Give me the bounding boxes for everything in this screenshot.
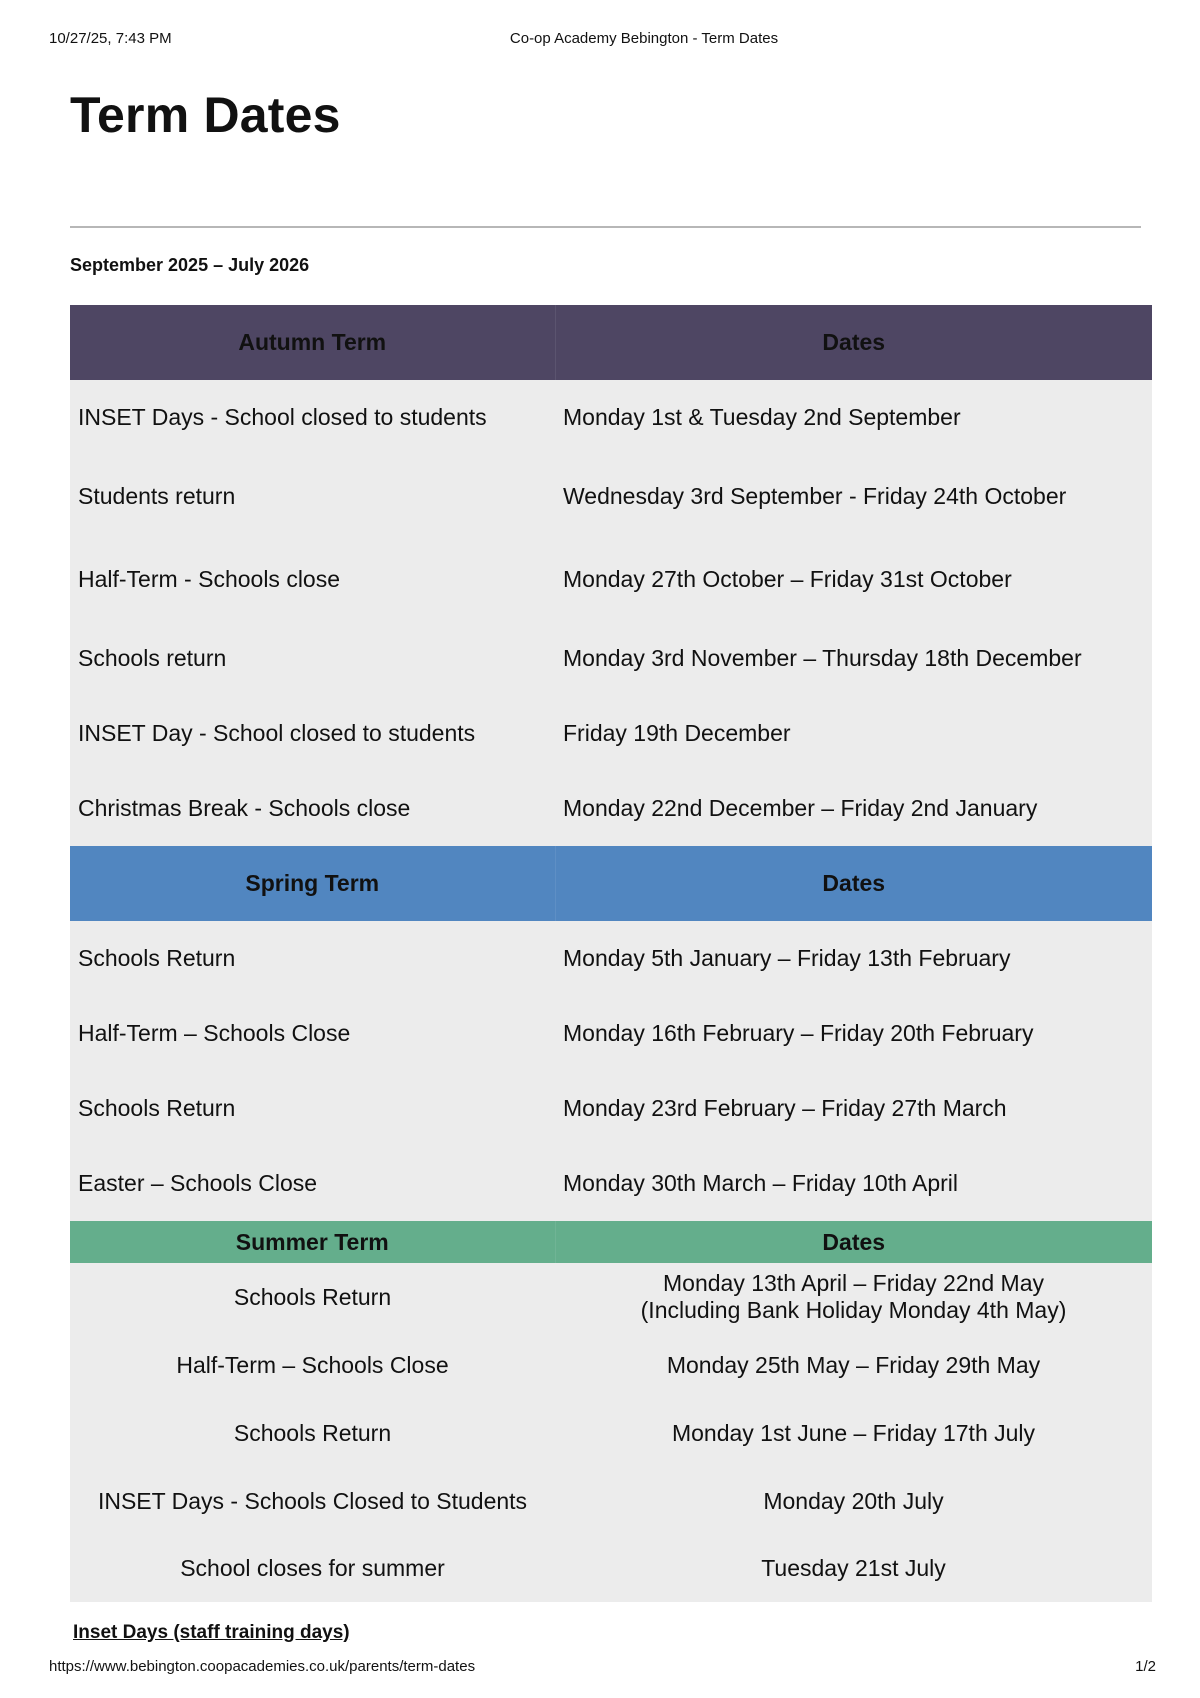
dates-cell bbox=[555, 1263, 1152, 1331]
event-cell: INSET Days - School closed to students bbox=[70, 380, 555, 455]
event-cell: Schools Return bbox=[70, 1399, 555, 1467]
page-title: Term Dates bbox=[70, 87, 341, 143]
table-row bbox=[70, 996, 1152, 1071]
summer-dates-header: Dates bbox=[555, 1221, 1152, 1263]
autumn-dates-header: Dates bbox=[555, 305, 1152, 380]
event-cell: Half-Term – Schools Close bbox=[70, 996, 555, 1071]
event-cell: INSET Days - Schools Closed to Students bbox=[70, 1467, 555, 1535]
print-document-title: Co-op Academy Bebington - Term Dates bbox=[509, 30, 779, 47]
page-number: 1/2 bbox=[1135, 1658, 1156, 1675]
table-row bbox=[70, 380, 1152, 455]
table-row bbox=[70, 1331, 1152, 1399]
event-cell: Schools return bbox=[70, 621, 555, 696]
table-row bbox=[70, 538, 1152, 621]
table-row bbox=[70, 1535, 1152, 1602]
term-dates-table bbox=[70, 305, 1152, 1602]
page-url: https://www.bebington.coopacademies.co.uk/parents/term-dates bbox=[49, 1658, 476, 1675]
dates-cell: Monday 23rd February – Friday 27th March bbox=[555, 1071, 1152, 1146]
spring-term-header-row bbox=[70, 846, 1152, 921]
table-row bbox=[70, 621, 1152, 696]
dates-cell: Tuesday 21st July bbox=[555, 1535, 1152, 1602]
dates-cell: Monday 1st & Tuesday 2nd September bbox=[555, 380, 1152, 455]
academic-year-heading: September 2025 – July 2026 bbox=[70, 255, 310, 275]
event-cell: Schools Return bbox=[70, 1263, 555, 1331]
table-row bbox=[70, 921, 1152, 996]
summer-term-header-row bbox=[70, 1221, 1152, 1263]
event-cell: Easter – Schools Close bbox=[70, 1146, 555, 1221]
print-timestamp: 10/27/25, 7:43 PM bbox=[49, 30, 172, 47]
event-cell: Half-Term – Schools Close bbox=[70, 1331, 555, 1399]
event-cell: Half-Term - Schools close bbox=[70, 538, 555, 621]
table-row bbox=[70, 1146, 1152, 1221]
inset-days-link[interactable]: Inset Days (staff training days) bbox=[73, 1622, 350, 1643]
table-row bbox=[70, 1071, 1152, 1146]
dates-cell: Monday 25th May – Friday 29th May bbox=[555, 1331, 1152, 1399]
dates-cell: Wednesday 3rd September - Friday 24th October bbox=[555, 455, 1152, 538]
event-cell: School closes for summer bbox=[70, 1535, 555, 1602]
dates-line: Monday 13th April – Friday 22nd May bbox=[663, 1270, 1044, 1296]
event-cell: INSET Day - School closed to students bbox=[70, 696, 555, 771]
table-row bbox=[70, 1263, 1152, 1331]
table-row bbox=[70, 1467, 1152, 1535]
table-row bbox=[70, 696, 1152, 771]
dates-cell: Monday 22nd December – Friday 2nd January bbox=[555, 771, 1152, 846]
dates-cell: Monday 1st June – Friday 17th July bbox=[555, 1399, 1152, 1467]
table-row bbox=[70, 1399, 1152, 1467]
table-row bbox=[70, 455, 1152, 538]
summer-term-header: Summer Term bbox=[70, 1221, 555, 1263]
event-cell: Schools Return bbox=[70, 921, 555, 996]
autumn-term-header: Autumn Term bbox=[70, 305, 555, 380]
event-cell: Schools Return bbox=[70, 1071, 555, 1146]
dates-cell: Friday 19th December bbox=[555, 696, 1152, 771]
autumn-term-header-row bbox=[70, 305, 1152, 380]
table-row bbox=[70, 771, 1152, 846]
dates-cell: Monday 30th March – Friday 10th April bbox=[555, 1146, 1152, 1221]
divider bbox=[70, 226, 1141, 228]
dates-cell: Monday 5th January – Friday 13th February bbox=[555, 921, 1152, 996]
dates-cell: Monday 16th February – Friday 20th February bbox=[555, 996, 1152, 1071]
dates-note: (Including Bank Holiday Monday 4th May) bbox=[640, 1297, 1067, 1323]
event-cell: Christmas Break - Schools close bbox=[70, 771, 555, 846]
dates-cell: Monday 3rd November – Thursday 18th December bbox=[555, 621, 1152, 696]
dates-cell: Monday 27th October – Friday 31st October bbox=[555, 538, 1152, 621]
dates-cell: Monday 20th July bbox=[555, 1467, 1152, 1535]
spring-term-header: Spring Term bbox=[70, 846, 555, 921]
spring-dates-header: Dates bbox=[555, 846, 1152, 921]
event-cell: Students return bbox=[70, 455, 555, 538]
print-header bbox=[0, 30, 1200, 50]
